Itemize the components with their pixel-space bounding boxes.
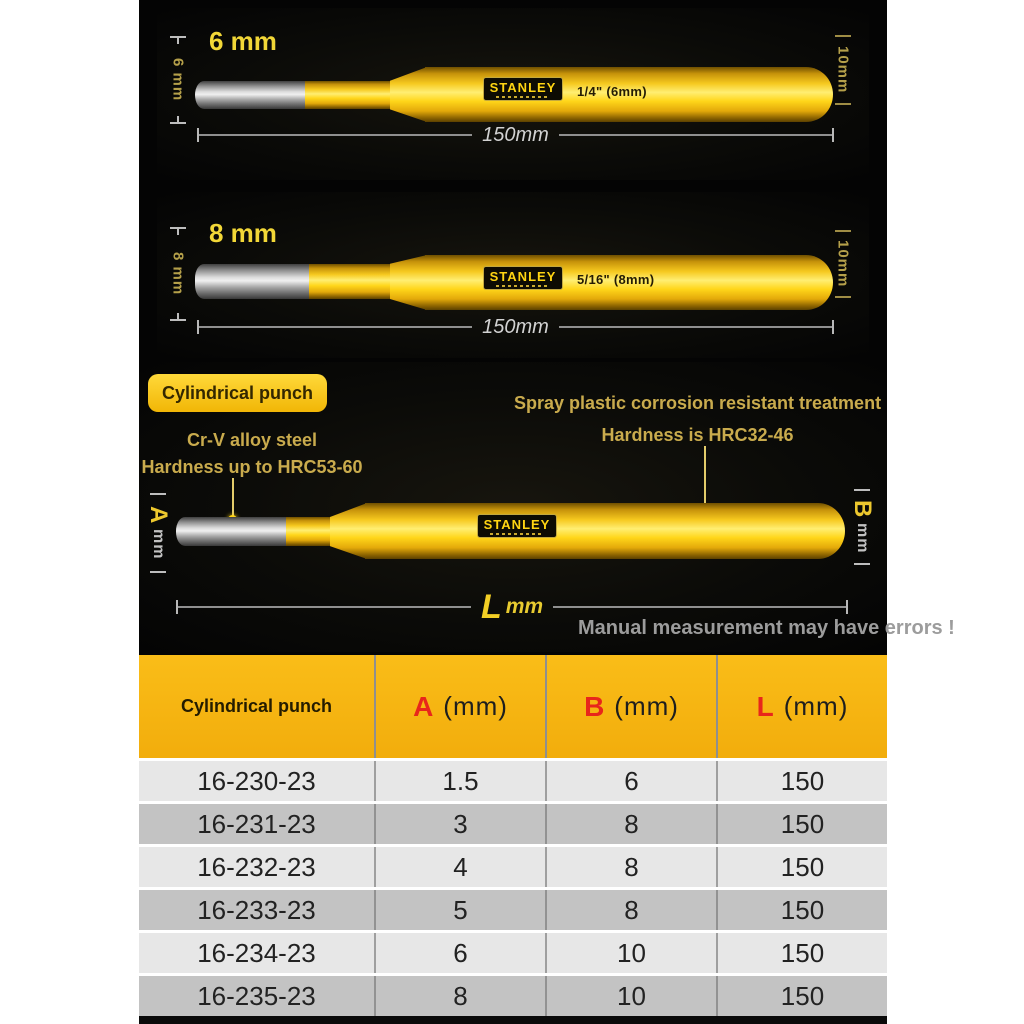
- diagram-b-dimension: [849, 489, 876, 565]
- tool2-brand-badge: [483, 266, 563, 290]
- header-l-column: [716, 655, 887, 758]
- brand-logo-text: STANLEY: [489, 268, 557, 284]
- brand-logo-subline: [496, 96, 551, 98]
- tool1-diameter-text: 6 mm: [169, 58, 187, 102]
- b-value-cell: 10: [545, 933, 716, 973]
- dimension-stem: [177, 38, 179, 44]
- dimension-tick: [835, 35, 851, 37]
- dimension-tick: [854, 489, 870, 491]
- a-value-cell: 8: [374, 976, 545, 1016]
- brand-logo-subline: [490, 533, 545, 535]
- l-value-cell: 150: [716, 976, 887, 1016]
- l-value-cell: 150: [716, 890, 887, 930]
- measurement-disclaimer: Manual measurement may have errors !: [578, 617, 955, 639]
- tool1-size-label: 6 mm: [209, 26, 277, 56]
- tool2-diameter-text: 8 mm: [169, 252, 187, 296]
- spec-row-16-234-23: [139, 933, 887, 973]
- tool2-shank-dimension: [833, 230, 853, 298]
- tool2-size-label: 8 mm: [209, 218, 277, 248]
- diagram-b-text: [848, 494, 876, 560]
- dimension-stem: [177, 229, 179, 235]
- dimension-line: [199, 326, 472, 328]
- header-model-column: Cylindrical punch: [180, 696, 333, 716]
- a-value-cell: 5: [374, 890, 545, 930]
- b-value-cell: 6: [545, 761, 716, 801]
- tool3-steel-tip: [176, 517, 288, 546]
- tool2-spec-text: 5/16" (8mm): [577, 272, 655, 287]
- l-unit: mm: [505, 595, 544, 618]
- tip-material-annotation-line1: Cr-V alloy steel: [186, 430, 318, 450]
- dimension-line: [559, 326, 832, 328]
- brand-logo-text: STANLEY: [483, 516, 551, 532]
- dimension-tick: [835, 230, 851, 232]
- header-a-column: [374, 655, 545, 758]
- tool2-steel-tip: [195, 264, 311, 299]
- tool1-spec-text: 1/4" (6mm): [577, 84, 647, 99]
- tool1-neck: [305, 81, 392, 109]
- diagram-a-dimension: [145, 493, 172, 573]
- b-unit: mm: [854, 523, 871, 554]
- tip-annotation-leader-line: [232, 478, 234, 518]
- body-treatment-annotation-line2: Hardness is HRC32-46: [601, 425, 794, 445]
- b-value-cell: 8: [545, 804, 716, 844]
- model-cell: 16-232-23: [139, 847, 374, 887]
- body-annotation-leader-line: [704, 446, 706, 506]
- dimension-line: [178, 606, 471, 608]
- dimension-tick: [835, 103, 851, 105]
- a-value-cell: 4: [374, 847, 545, 887]
- model-cell: 16-234-23: [139, 933, 374, 973]
- header-l-unit: (mm): [783, 691, 849, 721]
- model-cell: 16-233-23: [139, 890, 374, 930]
- header-l-letter: L: [756, 690, 774, 722]
- tool3-body: [365, 503, 845, 559]
- tool1-steel-tip: [195, 81, 307, 109]
- b-value-cell: 10: [545, 976, 716, 1016]
- l-value-cell: 150: [716, 761, 887, 801]
- model-cell: 16-230-23: [139, 761, 374, 801]
- bottom-black-bar: [139, 1016, 887, 1024]
- dimension-tick: [835, 296, 851, 298]
- spec-table: [139, 655, 887, 1024]
- tool1-shank-dimension: [833, 35, 853, 105]
- tool3-neck: [286, 517, 332, 546]
- dimension-tick: [854, 563, 870, 565]
- l-value-cell: 150: [716, 933, 887, 973]
- dimension-tick: [846, 600, 848, 614]
- l-value-cell: 150: [716, 804, 887, 844]
- spec-row-16-230-23: [139, 761, 887, 801]
- tool1-diameter-dimension: [168, 36, 188, 124]
- spec-row-16-233-23: [139, 890, 887, 930]
- b-value-cell: 8: [545, 890, 716, 930]
- tool1-brand-badge: [483, 77, 563, 101]
- dimension-tick: [170, 122, 186, 124]
- dimension-tick: [170, 319, 186, 321]
- model-cell: 16-235-23: [139, 976, 374, 1016]
- l-value-cell: 150: [716, 847, 887, 887]
- tool1-shank-text: 10mm: [834, 46, 852, 94]
- header-b-column: [545, 655, 716, 758]
- spec-row-16-231-23: [139, 804, 887, 844]
- b-letter: B: [849, 500, 876, 519]
- tool1-length-dimension: [197, 121, 834, 149]
- body-treatment-annotation-line1: Spray plastic corrosion resistant treatment: [513, 393, 882, 413]
- tool2-shank-text: 10mm: [834, 240, 852, 288]
- a-letter: A: [145, 506, 172, 525]
- dimension-tick: [832, 320, 834, 334]
- spec-table-header: [139, 655, 887, 758]
- tool2-length-dimension: [197, 313, 834, 341]
- cylindrical-punch-badge: Cylindrical punch: [148, 374, 327, 412]
- tool2-neck: [309, 264, 392, 299]
- brand-logo-text: STANLEY: [489, 79, 557, 95]
- tool2-length-text: 150mm: [482, 315, 549, 338]
- dimension-line: [553, 606, 846, 608]
- brand-logo-subline: [496, 285, 551, 287]
- l-letter: L: [480, 587, 502, 626]
- dimension-line: [559, 134, 832, 136]
- a-value-cell: 6: [374, 933, 545, 973]
- spec-row-16-235-23: [139, 976, 887, 1016]
- header-b-letter: B: [584, 690, 605, 722]
- b-value-cell: 8: [545, 847, 716, 887]
- dimension-tick: [150, 571, 166, 573]
- tool3-brand-badge: [477, 514, 557, 538]
- spec-table-body: [139, 761, 887, 1016]
- spec-row-16-232-23: [139, 847, 887, 887]
- diagram-a-text: [144, 498, 172, 568]
- dimension-tick: [832, 128, 834, 142]
- a-value-cell: 3: [374, 804, 545, 844]
- header-b-unit: (mm): [614, 691, 679, 721]
- tool2-diameter-dimension: [168, 227, 188, 321]
- dimension-line: [199, 134, 472, 136]
- tip-material-annotation-line2: Hardness up to HRC53-60: [141, 457, 363, 477]
- model-cell: 16-231-23: [139, 804, 374, 844]
- tool1-length-text: 150mm: [482, 123, 549, 146]
- header-a-letter: A: [413, 690, 434, 722]
- a-value-cell: 1.5: [374, 761, 545, 801]
- dimension-tick: [150, 493, 166, 495]
- header-a-unit: (mm): [443, 691, 508, 721]
- a-unit: mm: [150, 529, 167, 560]
